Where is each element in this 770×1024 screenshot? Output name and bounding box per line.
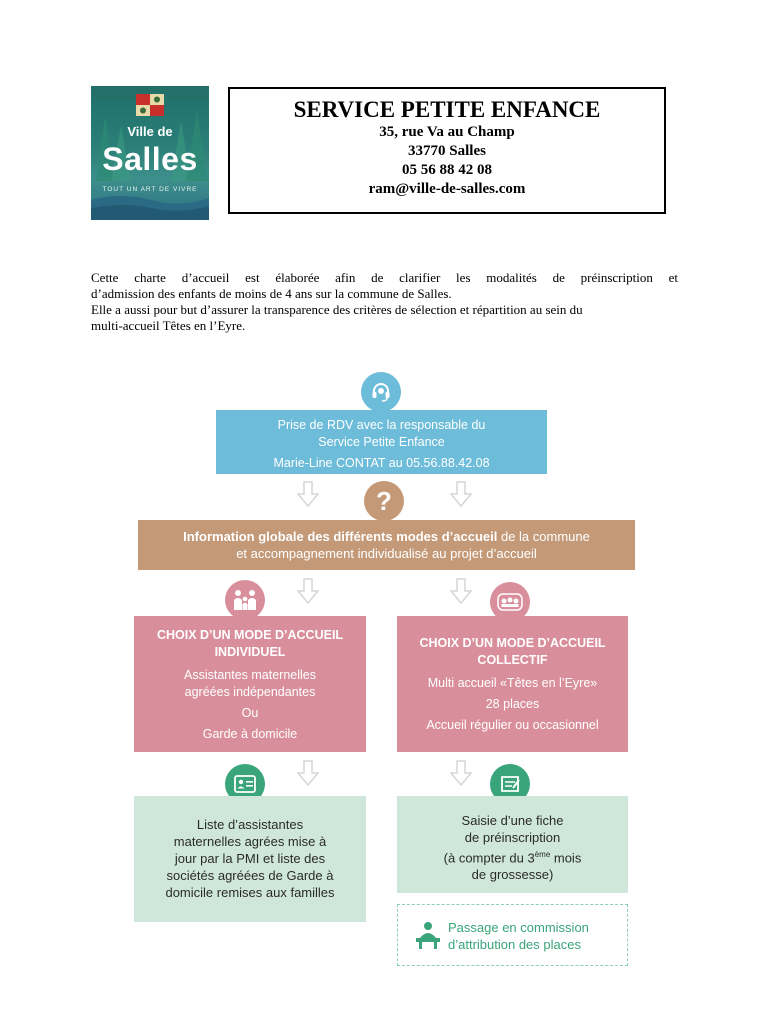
info-rest: de la commune	[497, 529, 590, 544]
rdv-line3: Marie-Line CONTAT au 05.56.88.42.08	[273, 456, 490, 470]
individuel-l2: agréées indépendantes	[184, 685, 316, 699]
collectif-l2: 28 places	[485, 697, 540, 711]
header-email[interactable]: ram@ville-de-salles.com	[368, 181, 526, 197]
liste-l4: sociétés agréées de Garde à	[166, 868, 334, 883]
page-title: SERVICE PETITE ENFANCE	[293, 97, 601, 122]
down-arrow-icon	[297, 578, 319, 604]
liste-box	[134, 796, 366, 922]
rdv-box	[216, 410, 547, 474]
liste-l3: jour par la PMI et liste des	[174, 851, 326, 866]
person-desk-icon	[414, 920, 442, 950]
down-arrow-icon	[297, 481, 319, 507]
down-arrow-icon	[450, 760, 472, 786]
commission-l2: d’attribution des places	[448, 937, 581, 952]
intro-p1-line1: Cette charte d’accueil est élaborée afin de clarifier les modalités de préinscription et	[91, 270, 678, 285]
collectif-box	[397, 616, 628, 752]
intro-p1-line2: d’admission des enfants de moins de 4 ans sur la commune de Salles.	[91, 286, 452, 301]
logo-salles-text: Salles	[102, 141, 198, 177]
saisie-l1: Saisie d’une fiche	[461, 813, 564, 828]
info-box	[138, 520, 635, 570]
ville-de-salles-logo	[91, 86, 209, 220]
header-city: 33770 Salles	[408, 143, 486, 159]
down-arrow-icon	[450, 481, 472, 507]
liste-l2: maternelles agrées mise à	[173, 834, 327, 849]
liste-l5: domicile remises aux familles	[165, 885, 335, 900]
collectif-title2: COLLECTIF	[477, 653, 548, 667]
intro-p2-line1: Elle a aussi pour but d’assurer la transparence des critères de sélection et répartition au sein du	[91, 302, 583, 317]
headset-icon	[361, 372, 401, 412]
individuel-l1: Assistantes maternelles	[183, 668, 316, 682]
individuel-box	[134, 616, 366, 752]
saisie-l4: de grossesse)	[471, 867, 554, 883]
saisie-l3: (à compter du 3ème mois	[443, 850, 582, 866]
commission-l1: Passage en commission	[448, 920, 589, 935]
individuel-title2: INDIVIDUEL	[214, 645, 286, 659]
intro-p2-line2: multi-accueil Têtes en l’Eyre.	[91, 318, 246, 333]
individuel-title1: CHOIX D’UN MODE D’ACCUEIL	[156, 628, 344, 642]
saisie-l2: de préinscription	[464, 830, 561, 845]
collectif-l3: Accueil régulier ou occasionnel	[426, 718, 599, 732]
rdv-line1: Prise de RDV avec la responsable du	[277, 418, 486, 432]
header-phone: 05 56 88 42 08	[402, 162, 492, 178]
collectif-title1: CHOIX D’UN MODE D’ACCUEIL	[419, 636, 606, 650]
info-bold: Information globale des différents modes d’accueil	[183, 529, 498, 544]
down-arrow-icon	[297, 760, 319, 786]
logo-tagline: TOUT UN ART DE VIVRE	[102, 186, 198, 193]
individuel-l3: Ou	[241, 706, 259, 720]
down-arrow-icon	[450, 578, 472, 604]
individuel-l4: Garde à domicile	[202, 727, 298, 741]
logo-ville-text: Ville de	[127, 124, 173, 139]
commission-box	[397, 904, 628, 966]
rdv-line2: Service Petite Enfance	[318, 435, 445, 449]
saisie-box	[397, 796, 628, 893]
waves-illustration	[91, 192, 209, 220]
info-line2: et accompagnement individualisé au projet d’accueil	[236, 546, 537, 561]
family-icon	[225, 580, 265, 620]
crest-icon	[136, 94, 164, 118]
header-address: 35, rue Va au Champ	[379, 124, 515, 140]
liste-l1: Liste d’assistantes	[196, 817, 304, 832]
collectif-l1: Multi accueil «Têtes en l’Eyre»	[427, 676, 598, 690]
question-icon: ?	[364, 481, 404, 521]
service-header-box	[228, 87, 666, 214]
